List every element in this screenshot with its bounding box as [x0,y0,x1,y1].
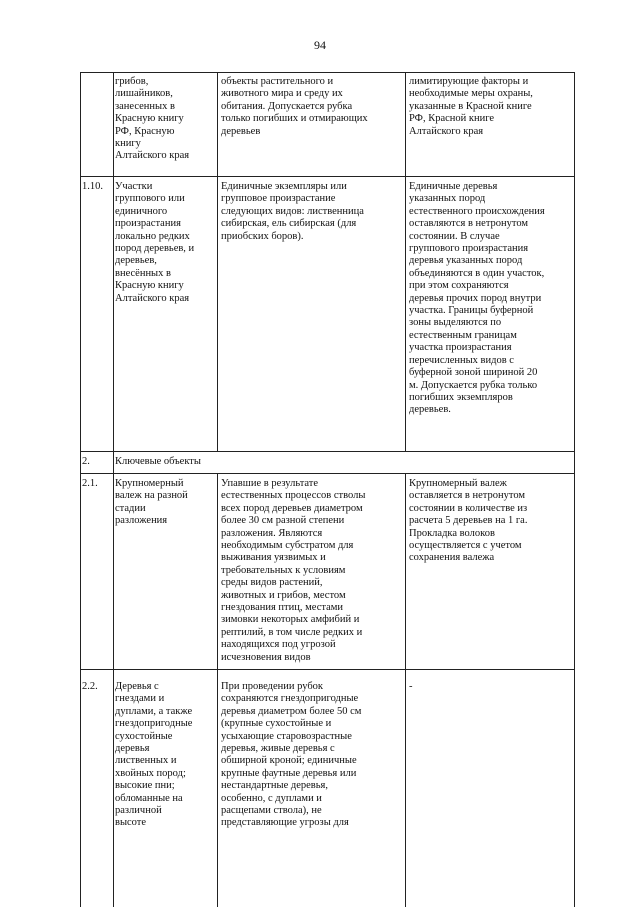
object-name-cell: Деревья с гнездами и дуплами, а также гнездопригодные сухостойные деревья лиственных и хвойных пород; высокие пни; обломанные на различной высоте [115,681,193,829]
object-name-cell: Участки группового или единичного произрастания локально редких пород деревьев, и деревьев, внесённых в Красную книгу Алтайского края [115,181,195,304]
row-number: 1.10. [82,181,103,192]
section-title: Ключевые объекты [115,456,201,467]
page-number: 94 [314,38,326,52]
object-name-cell: Крупномерный валеж на разной стадии разложения [115,478,188,527]
measures-cell: Крупномерный валеж оставляется в нетронутом состоянии в количестве из расчета 5 деревьев на 1 га. Прокладка волоков осуществляется с учетом сохранения валежа [409,478,528,564]
description-cell: Единичные экземпляры или групповое произрастание следующих видов: лиственница сибирская, ель сибирская (для приобских боров). [221,181,364,242]
row-number: 2.2. [82,681,98,692]
measures-cell: - [409,681,413,692]
description-cell: При проведении рубок сохраняются гнездопригодные деревья диаметром более 50 см (крупные сухостойные и усыхающие старовозрастные деревья, живые деревья с обширной кроной; единичные крупные фаутные деревья или нестандартные деревья, особенно, с дуплами и расщепами ствола), не представляющие угрозы для [221,681,362,829]
measures-cell: Единичные деревья указанных пород естественного происхождения оставляются в нетронутом состоянии. В случае группового произрастания деревья указанных пород объединяются в один участок, при этом сохраняются деревья прочих пород внутри участка. Границы буферной зоны выделяются по естественным границам участка произрастания перечисленных видов с буферной зоной шириной 20 м. Допускается рубка только погибших экземпляров деревьев. [409,181,545,416]
description-cell: Упавшие в результате естественных процессов стволы всех пород деревьев диаметром более 30 см разной степени разложения. Являются необходимым субстратом для выживания уязвимых и требовательных к условиям среды видов растений, животных и грибов, местом гнездования птиц, местами зимовки некоторых амфибий и рептилий, в том числе редких и находящихся под угрозой исчезновения видов [221,478,366,663]
row-number: 2. [82,456,90,467]
measures-cell: лимитирующие факторы и необходимые меры охраны, указанные в Красной книге РФ, Красной книге Алтайского края [409,76,533,137]
protection-measures-table [80,72,575,907]
object-name-cell: грибов, лишайников, занесенных в Красную книгу РФ, Красную книгу Алтайского края [115,76,190,162]
row-number: 2.1. [82,478,98,489]
description-cell: объекты растительного и животного мира и среду их обитания. Допускается рубка только погибших и отмирающих деревьев [221,76,368,137]
